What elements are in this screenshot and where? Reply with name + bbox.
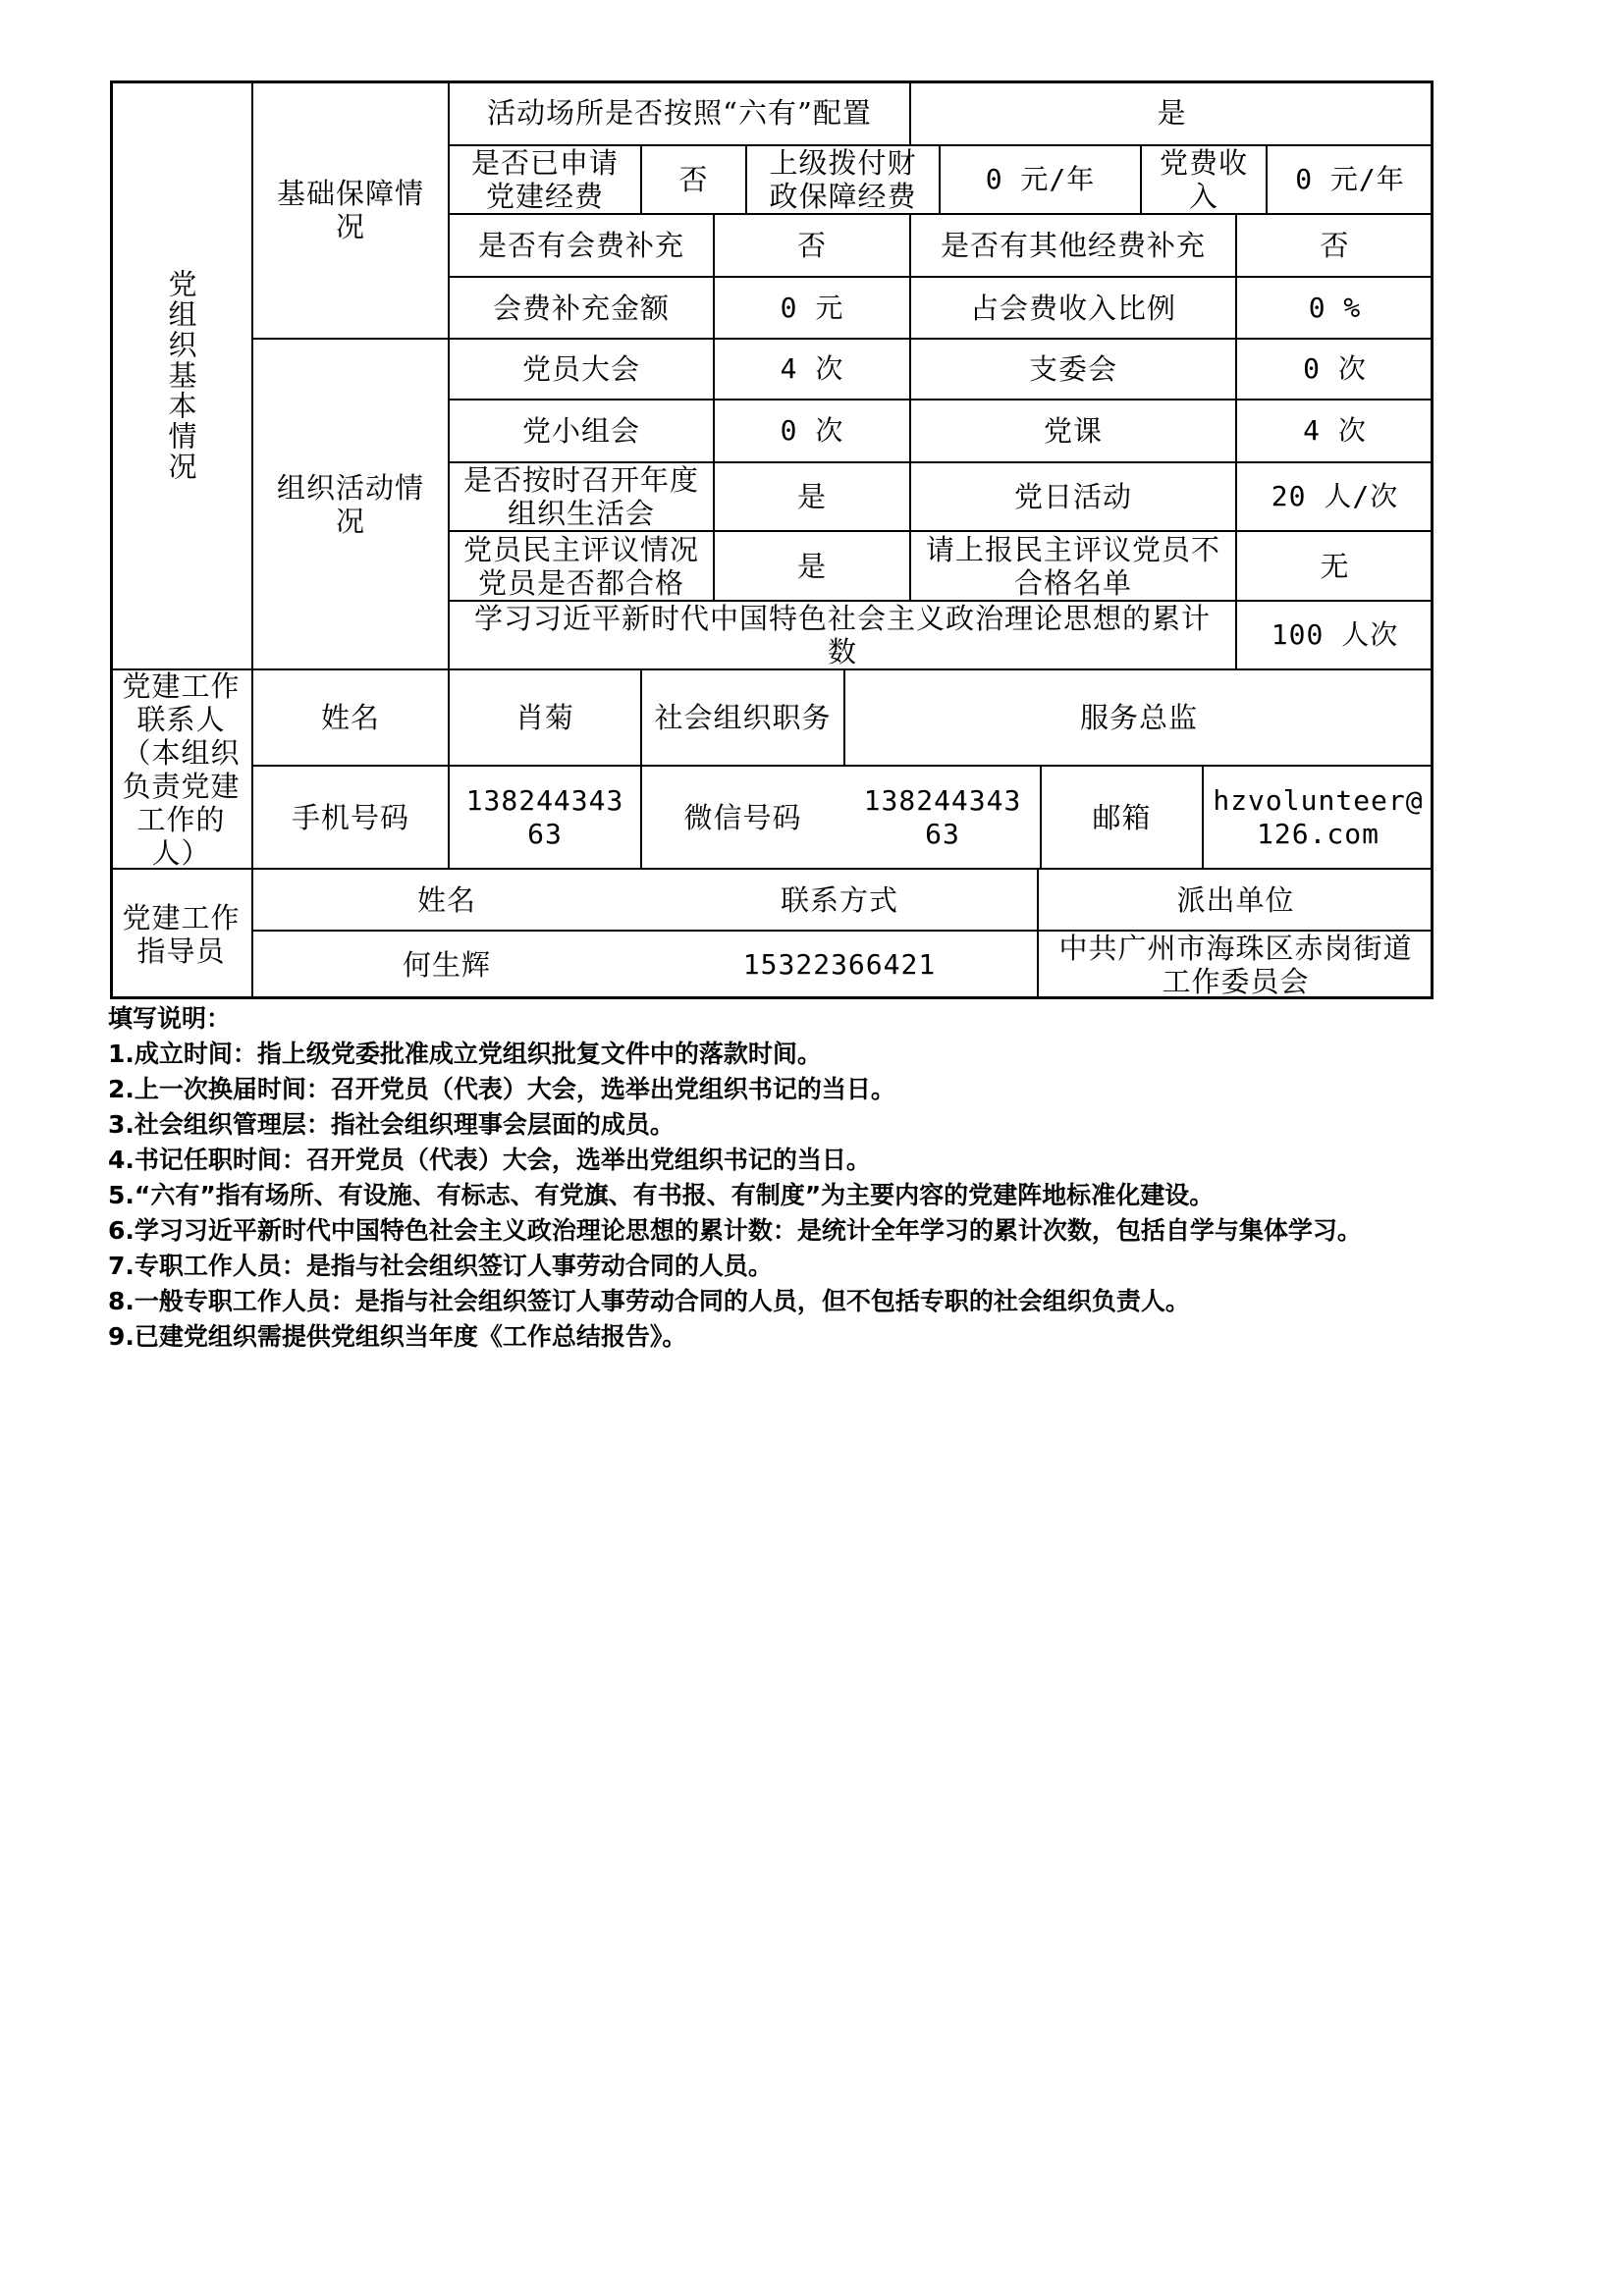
note-item: 6.学习习近平新时代中国特色社会主义政治理论思想的累计数：是统计全年学习的累计次数，包括自学与集体学习。	[108, 1216, 1362, 1245]
guide-phone-value: 15322366421	[742, 948, 937, 981]
study-count-question: 学习习近平新时代中国特色社会主义政治理论思想的累计数	[473, 602, 1211, 668]
side-label-cell	[110, 80, 252, 669]
gov-funding-question: 上级拨付财政保障经费	[769, 146, 917, 213]
note-item: 8.一般专职工作人员：是指与社会组织签订人事劳动合同的人员，但不包括专职的社会组织负责人。	[108, 1287, 1190, 1315]
note-item: 4.书记任职时间：召开党员（代表）大会，选举出党组织书记的当日。	[108, 1146, 871, 1174]
annual-meeting-question: 是否按时召开年度组织生活会	[462, 463, 699, 530]
study-count-answer: 100 人次	[1271, 618, 1399, 651]
committee-question: 支委会	[1028, 352, 1117, 386]
contact-person-label: 党建工作联系人（本组织负责党建工作的人）	[122, 668, 241, 870]
notes-title: 填写说明：	[108, 1004, 232, 1033]
venue-answer: 是	[1157, 96, 1187, 130]
other-supplement-answer: 否	[1320, 229, 1350, 262]
note-item: 3.社会组织管理层：指社会组织理事会层面的成员。	[108, 1110, 675, 1139]
gov-funding-answer: 0 元/年	[985, 163, 1096, 195]
party-info-table	[110, 80, 1434, 999]
basic-guarantee-label: 基础保障情况	[276, 176, 424, 243]
fee-ratio-question: 占会费收入比例	[969, 291, 1176, 325]
guide-name-header: 姓名	[416, 882, 476, 917]
dues-income-answer: 0 元/年	[1295, 163, 1405, 195]
contact-email-label: 邮箱	[1092, 800, 1152, 834]
fee-amount-answer: 0 元	[780, 291, 844, 324]
review-question: 党员民主评议情况党员是否都合格	[462, 532, 699, 600]
fee-ratio-answer: 0 %	[1308, 291, 1362, 324]
note-item: 7.专职工作人员：是指与社会组织签订人事劳动合同的人员。	[108, 1252, 773, 1280]
unqualified-list-question: 请上报民主评议党员不合格名单	[925, 532, 1220, 600]
applied-funding-answer: 否	[678, 163, 709, 196]
side-label: 党组织基本情况	[164, 268, 198, 482]
review-answer: 是	[796, 549, 827, 583]
dues-income-question: 党费收入	[1159, 146, 1248, 213]
contact-phone-label: 手机号码	[291, 800, 409, 834]
annual-meeting-answer: 是	[796, 480, 827, 513]
guide-label: 党建工作指导员	[122, 900, 241, 968]
party-lesson-answer: 4 次	[1303, 414, 1367, 447]
contact-phone-value: 13824434363	[465, 783, 624, 850]
contact-name-label: 姓名	[320, 701, 380, 734]
filling-instructions	[108, 1001, 1443, 1355]
contact-email-value: hzvolunteer@126.com	[1213, 783, 1424, 850]
note-item: 5.“六有”指有场所、有设施、有标志、有党旗、有书报、有制度”为主要内容的党建阵地标准化建设。	[108, 1181, 1215, 1209]
group-meeting-question: 党小组会	[521, 414, 640, 448]
group-meeting-answer: 0 次	[780, 414, 844, 447]
fee-supplement-answer: 否	[796, 229, 827, 262]
guide-contact-header: 联系方式	[780, 882, 898, 917]
applied-funding-question: 是否已申请党建经费	[470, 146, 619, 213]
org-activity-label: 组织活动情况	[276, 470, 424, 538]
note-item: 1.成立时间：指上级党委批准成立党组织批复文件中的落款时间。	[108, 1040, 822, 1068]
committee-answer: 0 次	[1303, 352, 1367, 385]
other-supplement-question: 是否有其他经费补充	[940, 229, 1206, 262]
guide-name-value: 何生辉	[402, 948, 491, 982]
contact-wechat-label: 微信号码	[683, 800, 802, 834]
party-day-answer: 20 人/次	[1271, 480, 1399, 512]
contact-name-value: 肖菊	[514, 701, 574, 734]
note-item: 2.上一次换届时间：召开党员（代表）大会，选举出党组织书记的当日。	[108, 1075, 895, 1103]
congress-answer: 4 次	[780, 352, 844, 385]
contact-role-label: 社会组织职务	[654, 701, 832, 734]
unqualified-list-answer: 无	[1320, 549, 1350, 583]
party-lesson-question: 党课	[1043, 414, 1103, 448]
venue-question: 活动场所是否按照“六有”配置	[487, 96, 872, 130]
fee-amount-question: 会费补充金额	[492, 291, 670, 325]
fee-supplement-question: 是否有会费补充	[477, 229, 684, 262]
congress-question: 党员大会	[521, 352, 640, 386]
note-item: 9.已建党组织需提供党组织当年度《工作总结报告》。	[108, 1322, 687, 1351]
guide-unit-header: 派出单位	[1176, 882, 1295, 917]
contact-role-value: 服务总监	[1079, 701, 1198, 734]
contact-wechat-value: 13824434363	[863, 783, 1022, 850]
guide-unit-value: 中共广州市海珠区赤岗街道工作委员会	[1058, 932, 1413, 998]
party-day-question: 党日活动	[1013, 480, 1132, 513]
